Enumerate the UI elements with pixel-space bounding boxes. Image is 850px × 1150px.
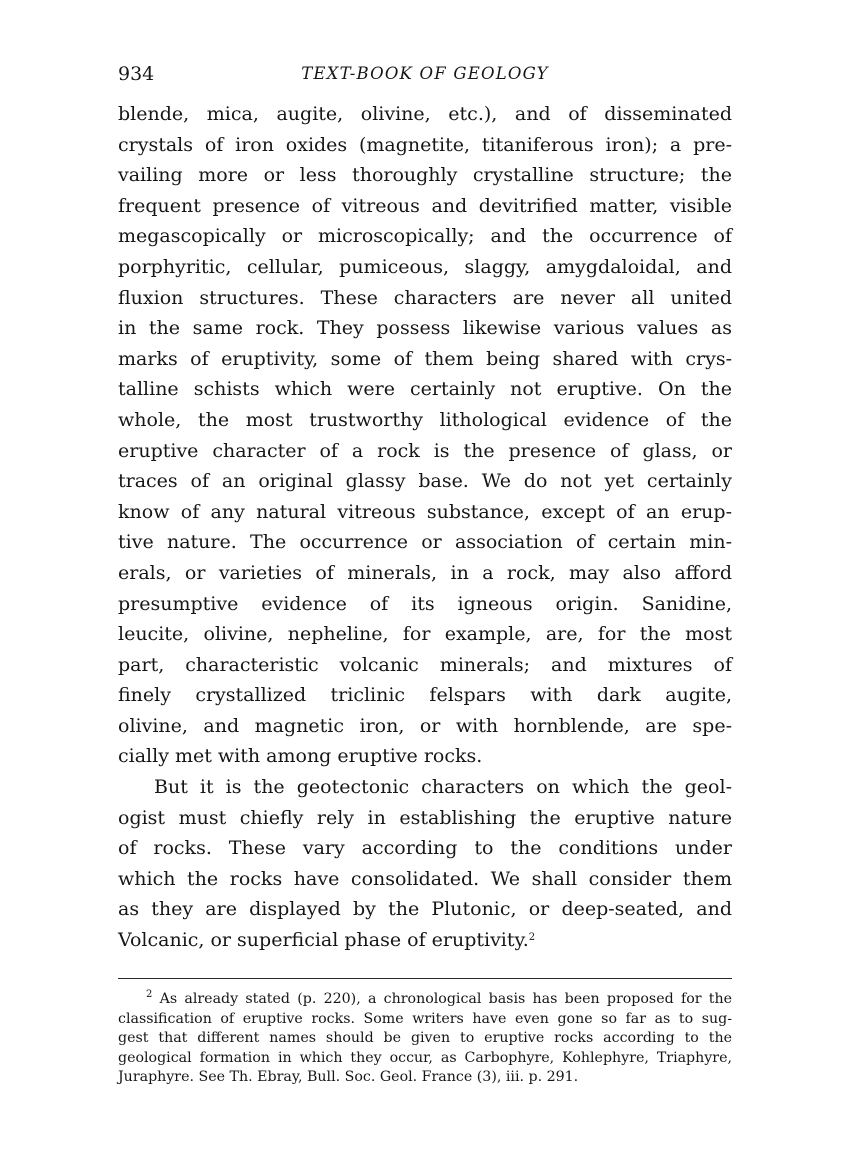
text-line: as they are displayed by the Plutonic, or deep-seated, and [118,898,732,921]
footnote [118,990,732,1088]
text-line: frequent presence of vitreous and devitrified matter, visible [118,194,732,217]
text-line: blende, mica, augite, olivine, etc.), and of disseminated [118,103,732,125]
text-line: presumptive evidence of its igneous origin. Sanidine, [118,592,732,615]
footnote-line [118,990,732,1010]
text-line: crystals of iron oxides (magnetite, titaniferous iron); a pre- [118,133,732,156]
text-line: know of any natural vitreous substance, except of an erup- [118,500,732,523]
footnote-separator-rule [118,978,732,979]
footnote-line: Juraphyre. See Th. Ebray, Bull. Soc. Geol. France (3), iii. p. 291. [118,1069,579,1086]
text-line: finely crystallized triclinic felspars with dark augite, [118,684,732,707]
running-title: TEXT-BOOK OF GEOLOGY [301,64,549,83]
text-line: of rocks. These vary according to the conditions under [118,837,732,860]
text-line: which the rocks have consolidated. We shall consider them [118,867,732,890]
text-line: ogist must chiefly rely in establishing the eruptive nature [118,806,732,829]
page-number: 934 [118,63,155,85]
text-line: erals, or varieties of minerals, in a rock, may also afford [118,561,732,584]
footnote-marker: 2 [146,989,153,1000]
text-line: whole, the most trustworthy lithological evidence of the [118,408,732,431]
footnote-line: geological formation in which they occur, as Carbophyre, Kohlephyre, Triaphyre, [118,1049,732,1066]
text-line: eruptive character of a rock is the presence of glass, or [118,439,732,462]
text-line: talline schists which were certainly not eruptive. On the [118,378,732,401]
text-line: leucite, olivine, nepheline, for example, are, for the most [118,623,732,646]
text-line-last [118,925,732,956]
paragraph-1 [118,99,732,772]
text-line: fluxion structures. These characters are never all united [118,286,732,309]
text-line: megascopically or microscopically; and the occurrence of [118,225,732,248]
text-line: olivine, and magnetic iron, or with hornblende, are spe- [118,714,732,737]
footnote-line: classification of eruptive rocks. Some writers have even gone so far as to sug- [118,1010,732,1027]
text-line: cially met with among eruptive rocks. [118,745,483,768]
text-line: marks of eruptivity, some of them being shared with crys- [118,347,732,370]
body-text [118,99,732,956]
footnote-line-text: As already stated (p. 220), a chronological basis has been proposed for the [159,991,732,1007]
footnote-reference: 2 [528,932,536,944]
text-line-content: Volcanic, or superficial phase of eruptivity. [118,929,529,952]
paragraph-2 [118,772,732,956]
text-line: part, characteristic volcanic minerals; and mixtures of [118,653,732,676]
text-line: traces of an original glassy base. We do not yet certainly [118,470,732,493]
text-line: in the same rock. They possess likewise various values as [118,317,732,340]
text-line: vailing more or less thoroughly crystalline structure; the [118,164,732,187]
footnote-line: gest that different names should be given to eruptive rocks according to the [118,1030,732,1047]
page-header [118,60,732,88]
text-line: tive nature. The occurrence or association of certain min- [118,531,732,554]
text-line: porphyritic, cellular, pumiceous, slaggy, amygdaloidal, and [118,255,732,278]
text-line: But it is the geotectonic characters on which the geol- [154,776,732,799]
